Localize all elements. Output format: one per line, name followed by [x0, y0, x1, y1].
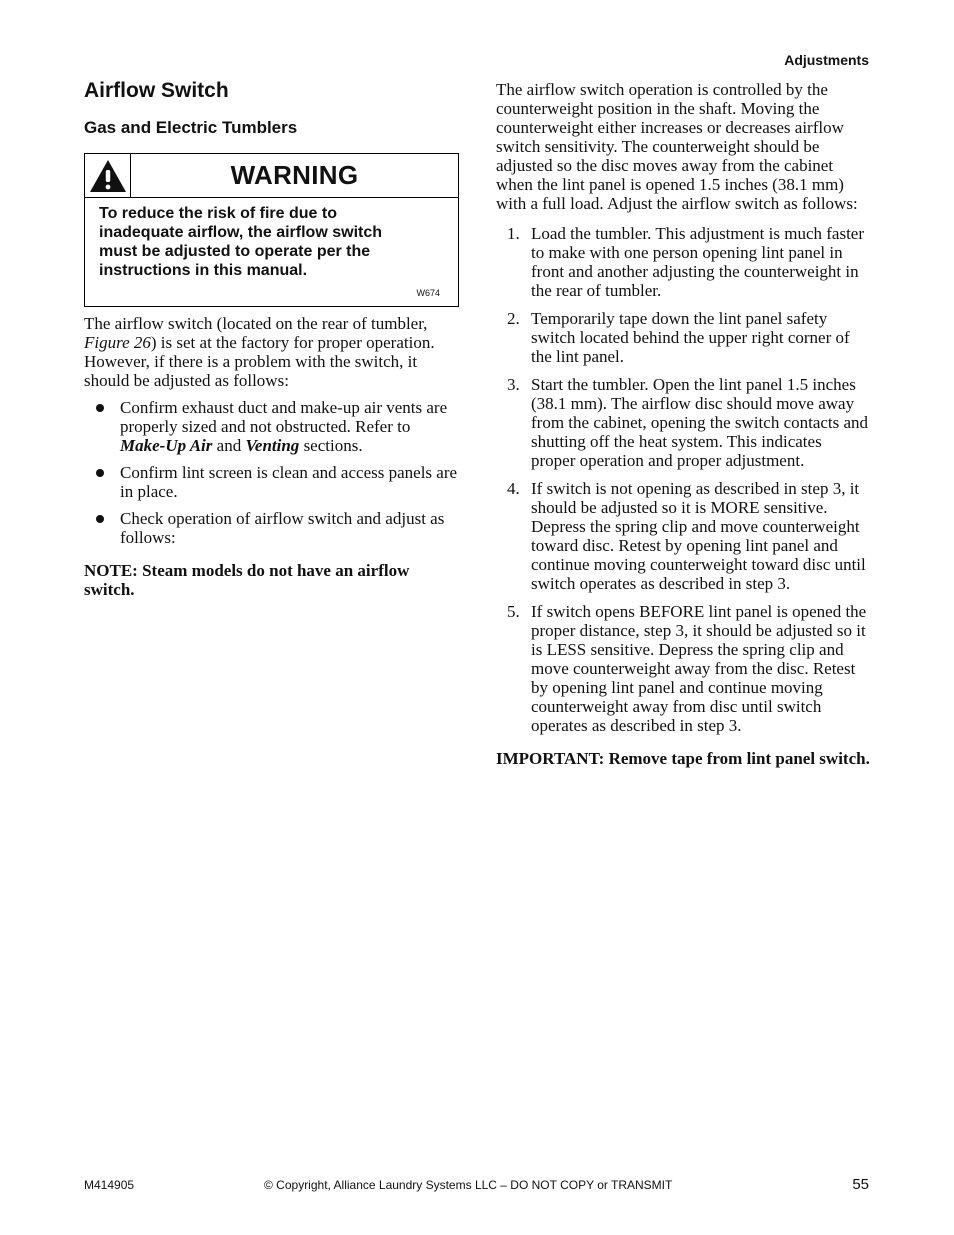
figure-reference: Figure 26: [84, 333, 151, 352]
warning-header: [85, 154, 458, 198]
bullet-icon: [96, 404, 104, 412]
list-item: [496, 309, 870, 366]
step-number: 1.: [507, 224, 520, 243]
warning-title: WARNING: [230, 160, 359, 190]
makeup-air-reference: Make-Up Air: [120, 436, 213, 455]
intro-text-1: The airflow switch (located on the rear of tumbler,: [84, 314, 428, 333]
step-text: If switch opens BEFORE lint panel is opened the proper distance, step 3, it should be adjusted so it is LESS sensitive. Depress the spring clip and move counterweight away from the disc. Retest by opening lint panel and continue moving counterweight away from disc until switch operates as described in step 3.: [531, 602, 867, 735]
steam-note: NOTE: Steam models do not have an airflow switch.: [84, 561, 410, 599]
warning-body: [85, 198, 458, 306]
step-number: 2.: [507, 309, 520, 328]
list-item: [496, 375, 870, 470]
page-number: 55: [852, 1176, 869, 1193]
step-number: 3.: [507, 375, 520, 394]
document-number: M414905: [84, 1178, 135, 1192]
bullet-2-text: Confirm lint screen is clean and access panels are in place.: [120, 463, 458, 501]
left-column: [84, 78, 459, 599]
right-intro-paragraph: The airflow switch operation is controlled by the counterweight position in the shaft. Moving the counterweight either increases or decreases airflow switch sensitivity. The counterweight should be adjusted so the disc moves away from the cabinet when the lint panel is opened 1.5 inches (38.1 mm) with a full load. Adjust the airflow switch as follows:: [496, 80, 858, 213]
list-item: [496, 479, 870, 593]
copyright-notice: © Copyright, Alliance Laundry Systems LLC – DO NOT COPY or TRANSMIT: [264, 1178, 673, 1192]
warning-box: [84, 153, 459, 307]
warning-triangle-icon: [88, 158, 128, 194]
important-note: IMPORTANT: Remove tape from lint panel switch.: [496, 749, 870, 768]
warning-code: W674: [416, 288, 440, 298]
intro-text-2: ) is set at the factory for proper operation. However, if there is a problem with the switch, it should be adjusted as follows:: [84, 333, 435, 390]
steps-list: [496, 224, 870, 735]
step-number: 4.: [507, 479, 520, 498]
step-number: 5.: [507, 602, 520, 621]
bullet-list: [84, 398, 459, 547]
step-text: Temporarily tape down the lint panel safety switch located behind the upper right corner of the lint panel.: [531, 309, 850, 366]
warning-icon-cell: [85, 154, 131, 197]
bullet-icon: [96, 515, 104, 523]
step-text: Load the tumbler. This adjustment is much faster to make with one person opening lint panel in front and another adjusting the counterweight in the rear of tumbler.: [531, 224, 865, 300]
page-title: Airflow Switch: [84, 79, 229, 102]
intro-paragraph: [84, 314, 459, 390]
step-text: If switch is not opening as described in step 3, it should be adjusted so it is MORE sensitive. Depress the spring clip and move counterweight toward disc. Retest by opening lint panel and continue moving counterweight toward disc until switch operates as described in step 3.: [531, 479, 866, 593]
bullet-3-text: Check operation of airflow switch and adjust as follows:: [120, 509, 445, 547]
bullet-icon: [96, 469, 104, 477]
venting-reference: Venting: [245, 436, 300, 455]
list-item: [84, 398, 459, 455]
step-text: Start the tumbler. Open the lint panel 1.5 inches (38.1 mm). The airflow disc should move away from the cabinet, opening the switch contacts and shutting off the heat system. This indicates proper operation and proper adjustment.: [531, 375, 869, 470]
list-item: [84, 463, 459, 501]
right-column: [496, 80, 870, 768]
bullet-1-text: Confirm exhaust duct and make-up air vents are properly sized and not obstructed. Refer to: [120, 398, 448, 436]
bullet-1-post: sections.: [299, 436, 363, 455]
list-item: [496, 224, 870, 300]
bullet-1-and: and: [212, 436, 246, 455]
warning-text: To reduce the risk of fire due to inadequate airflow, the airflow switch must be adjusted to operate per the instructions in this manual.: [99, 205, 383, 279]
section-header: Adjustments: [784, 52, 869, 68]
list-item: [84, 509, 459, 547]
section-subtitle: Gas and Electric Tumblers: [84, 118, 298, 137]
list-item: [496, 602, 870, 735]
